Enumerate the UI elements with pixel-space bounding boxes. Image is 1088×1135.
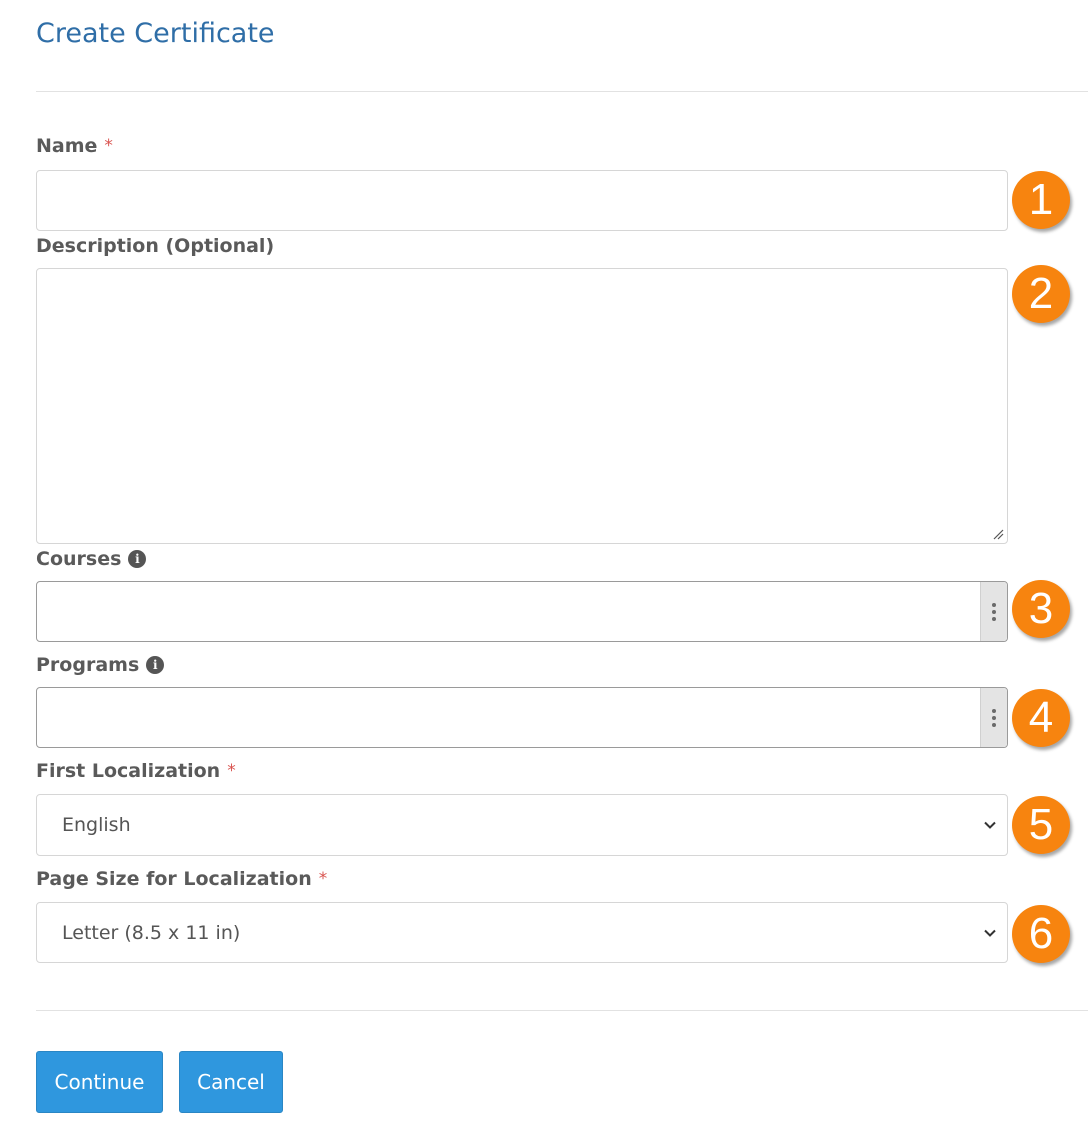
chevron-down-icon [983,818,997,832]
info-circle-icon[interactable]: i [146,656,164,674]
selected-value: Letter (8.5 x 11 in) [62,921,241,944]
first-localization-select[interactable] [36,794,1008,856]
first-localization-label-text: First Localization [36,760,221,782]
programs-multiselect[interactable] [36,687,1008,748]
page-size-label [36,868,327,890]
callout-2: 2 [1012,265,1070,323]
vertical-ellipsis-icon [992,603,996,607]
name-label [36,135,113,157]
chevron-down-icon [983,926,997,940]
page-size-label-text: Page Size for Localization [36,868,312,890]
footer-divider [36,1010,1088,1011]
programs-picker-handle[interactable] [980,688,1007,747]
callout-4: 4 [1012,689,1070,747]
vertical-ellipsis-icon [992,723,996,727]
vertical-ellipsis-icon [992,716,996,720]
header-divider [36,91,1088,92]
required-marker: * [227,761,236,781]
programs-label [36,654,164,676]
courses-multiselect[interactable] [36,581,1008,642]
continue-button[interactable]: Continue [36,1051,163,1113]
description-textarea[interactable] [36,268,1008,544]
description-label-text: Description (Optional) [36,235,275,257]
required-marker: * [104,136,113,156]
first-localization-label [36,760,236,782]
resize-grip-icon[interactable] [992,528,1004,540]
callout-5: 5 [1012,796,1070,854]
courses-label-text: Courses [36,548,122,570]
page-title: Create Certificate [36,18,275,49]
courses-picker-handle[interactable] [980,582,1007,641]
selected-value: English [62,814,131,836]
callout-3: 3 [1012,580,1070,638]
required-marker: * [318,869,328,889]
vertical-ellipsis-icon [992,610,996,614]
cancel-button[interactable]: Cancel [179,1051,283,1113]
name-input[interactable] [36,170,1008,231]
page-size-select[interactable] [36,902,1008,963]
info-circle-icon[interactable]: i [128,550,146,568]
callout-6: 6 [1012,905,1070,963]
programs-label-text: Programs [36,654,140,676]
callout-1: 1 [1012,171,1070,229]
description-label [36,235,274,257]
vertical-ellipsis-icon [992,709,996,713]
name-label-text: Name [36,135,98,157]
courses-label [36,548,146,570]
vertical-ellipsis-icon [992,617,996,621]
